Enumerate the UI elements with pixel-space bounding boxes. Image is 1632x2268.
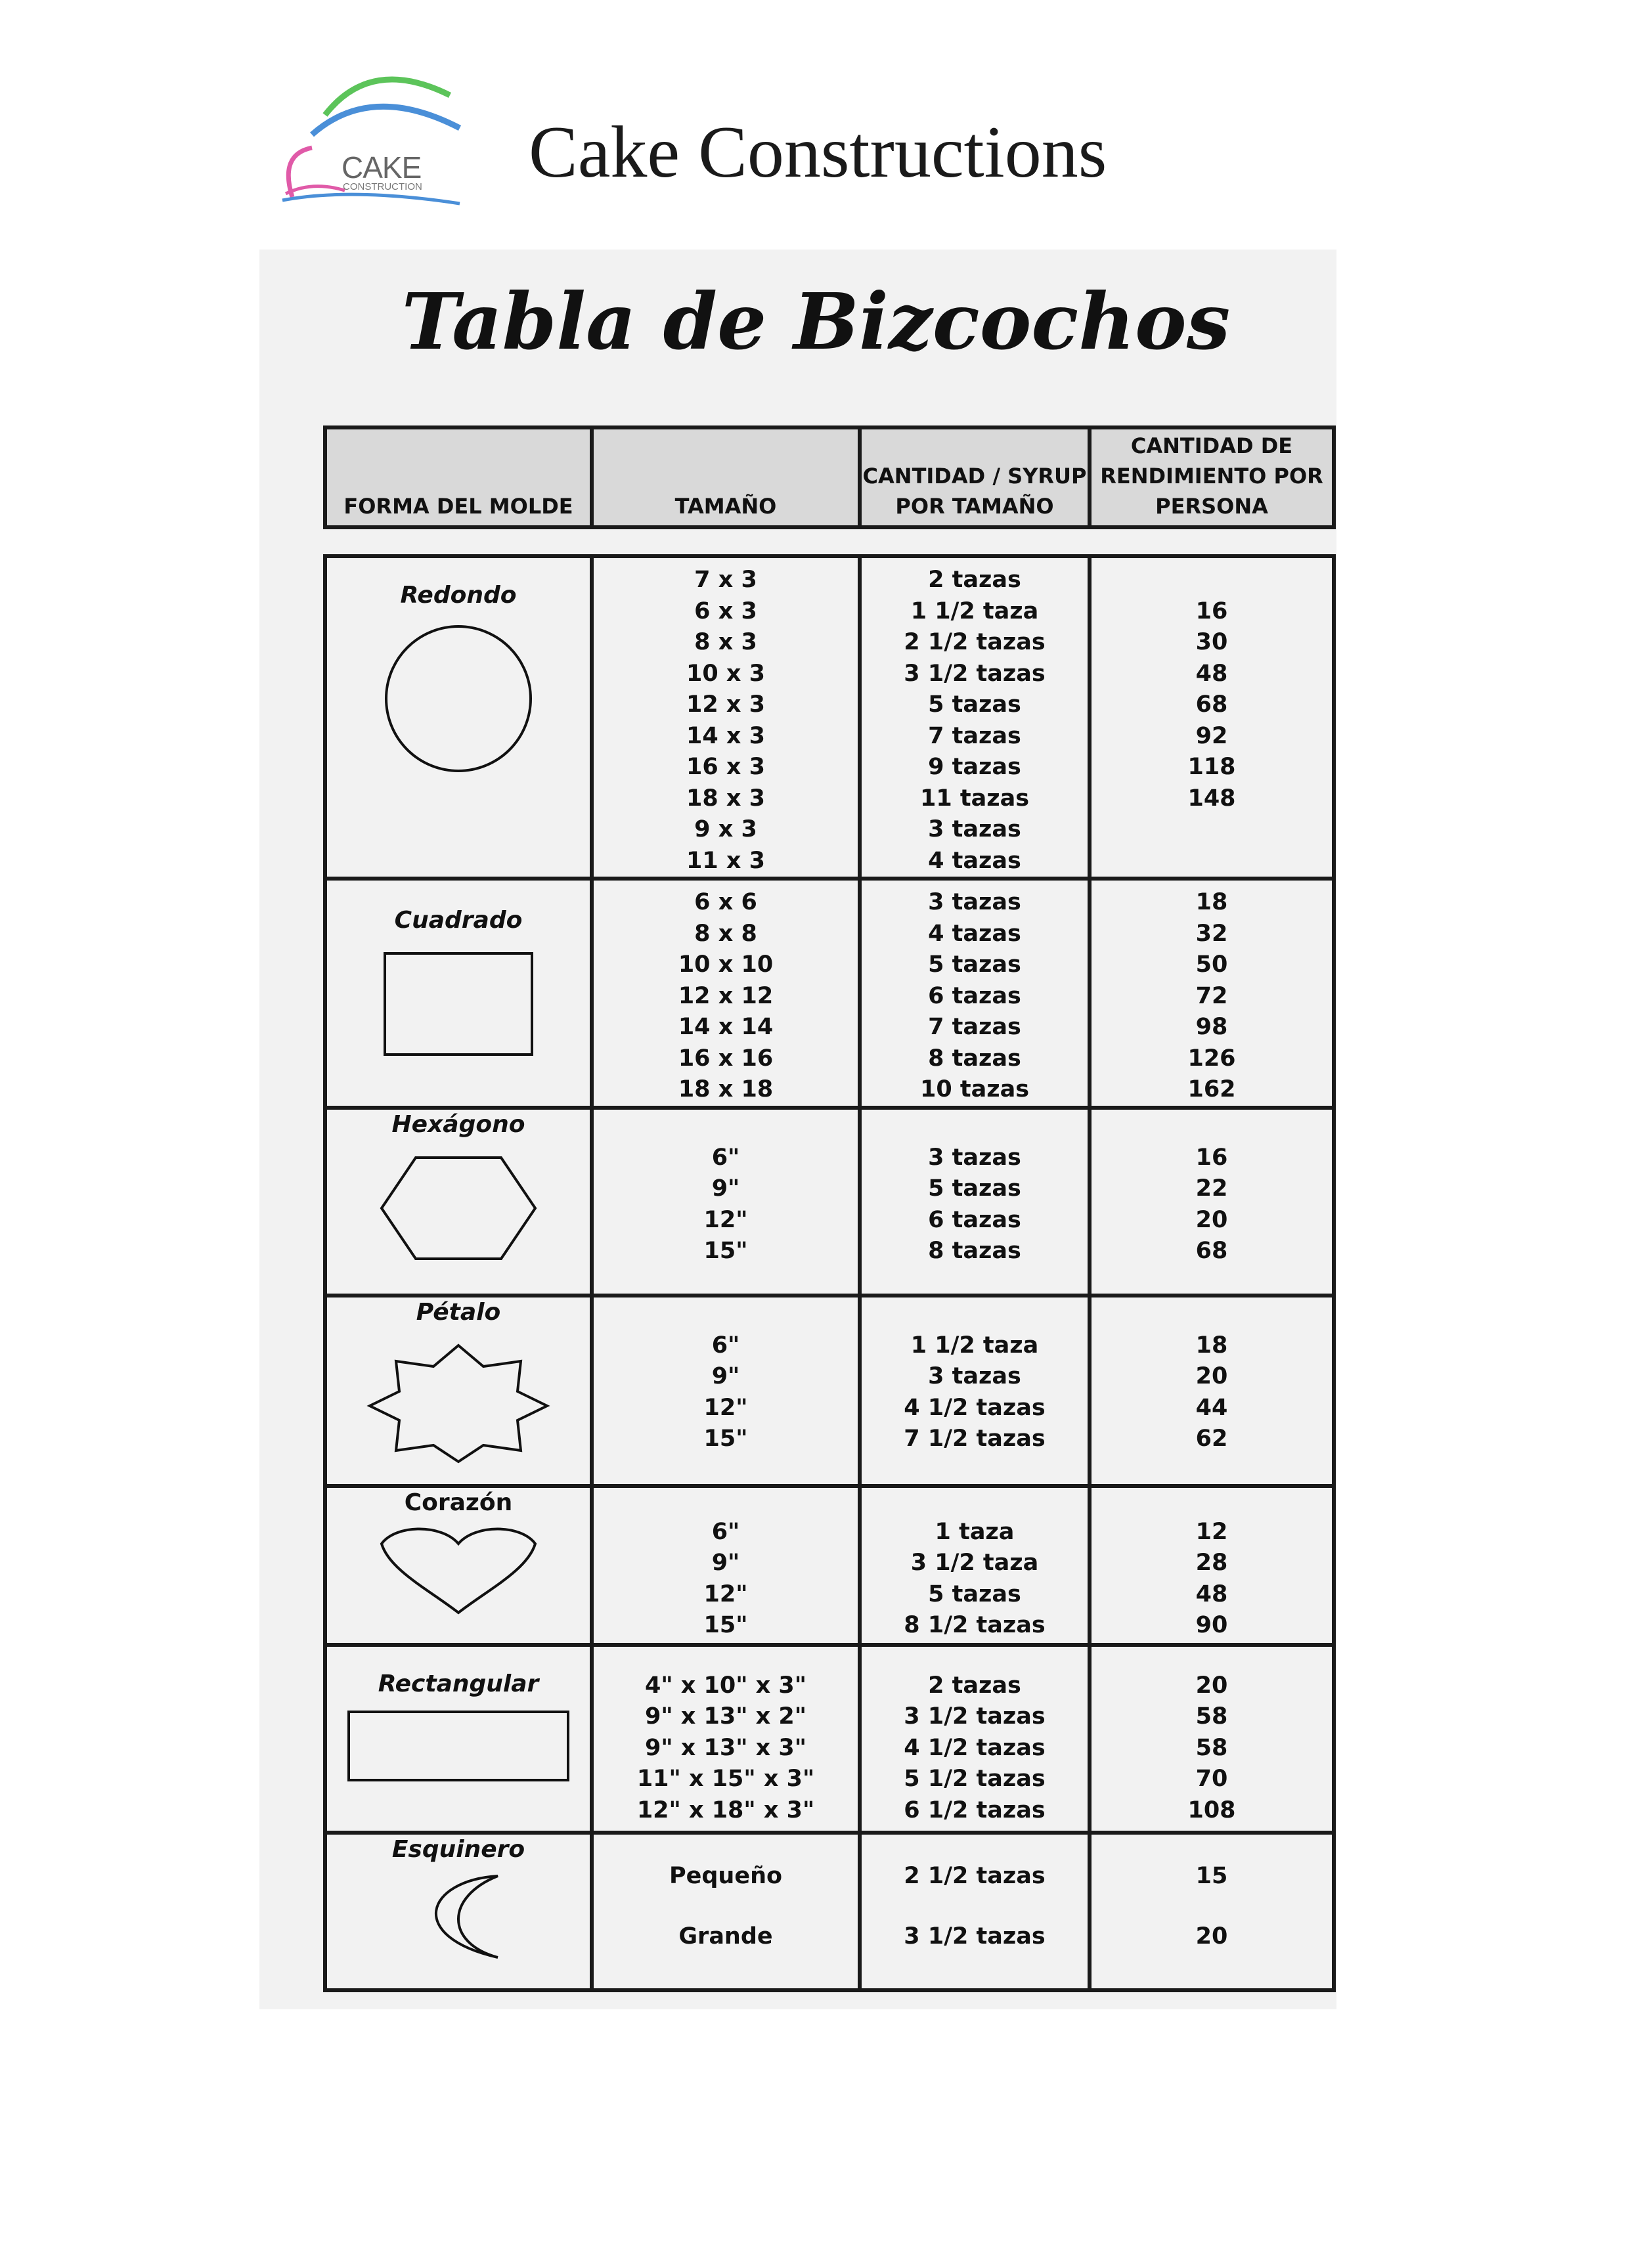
- servings-cell: [1090, 556, 1334, 879]
- shape-label: Redondo: [400, 582, 517, 609]
- cell-value: 6": [711, 1518, 740, 1545]
- cell-value: 8 x 3: [694, 629, 757, 655]
- cell-value: 3 1/2 tazas: [904, 1703, 1046, 1730]
- shape-cell: [325, 1486, 592, 1645]
- cell-value: 72: [1195, 982, 1228, 1009]
- cell-value: 7 x 3: [694, 567, 757, 593]
- size-cell: [592, 1645, 860, 1833]
- servings-cell: [1090, 1833, 1334, 1990]
- cell-value: 18: [1195, 889, 1228, 915]
- cell-value: 22: [1195, 1175, 1228, 1202]
- shape-cell: [325, 1108, 592, 1296]
- cell-value: 62: [1195, 1426, 1228, 1452]
- cell-value: 12": [703, 1394, 748, 1421]
- header-servings: CANTIDAD DE RENDIMIENTO POR PERSONA: [1090, 427, 1334, 527]
- quantity-cell: [860, 1486, 1090, 1645]
- cell-value: 50: [1195, 951, 1228, 978]
- cell-value: 20: [1195, 1363, 1228, 1389]
- cell-value: 18 x 3: [686, 785, 765, 812]
- cell-value: 7 tazas: [928, 1014, 1021, 1040]
- shape-cell: [325, 1645, 592, 1833]
- cell-value: 16: [1195, 598, 1228, 624]
- cell-value: 18: [1195, 1332, 1228, 1359]
- cell-value: [862, 1892, 1088, 1921]
- cell-value: 11 tazas: [919, 785, 1030, 812]
- hexagon-icon: [376, 1152, 540, 1264]
- cell-value: 8 tazas: [928, 1238, 1021, 1264]
- cell-value: [594, 1892, 858, 1921]
- header-shape: FORMA DEL MOLDE: [325, 427, 592, 527]
- shape-label: Cuadrado: [394, 907, 523, 934]
- cell-value: 15": [703, 1426, 748, 1452]
- cell-value: 2 tazas: [928, 567, 1021, 593]
- cell-value: 3 tazas: [928, 1363, 1021, 1389]
- cell-value: 9 x 3: [694, 816, 757, 842]
- size-cell: [592, 556, 860, 879]
- cell-value: 6 x 3: [694, 598, 757, 624]
- quantity-cell: [860, 1296, 1090, 1486]
- cell-value: Pequeño: [669, 1862, 783, 1889]
- cell-value: 8 x 8: [694, 920, 757, 947]
- cell-value: 4 1/2 tazas: [904, 1394, 1046, 1421]
- cell-value: 8 tazas: [928, 1045, 1021, 1072]
- shape-cell: [325, 1296, 592, 1486]
- cell-value: 70: [1195, 1766, 1228, 1792]
- cell-value: 20: [1195, 1672, 1228, 1699]
- table-row: [325, 1833, 1334, 1990]
- cell-value: 15: [1195, 1862, 1228, 1889]
- servings-cell: [1090, 879, 1334, 1108]
- cell-value: 20: [1195, 1923, 1228, 1950]
- rectangle-icon: [343, 1707, 573, 1785]
- square-icon: [380, 948, 537, 1060]
- cell-value: 108: [1187, 1797, 1236, 1823]
- quantity-cell: [860, 1645, 1090, 1833]
- cell-value: 118: [1187, 754, 1236, 780]
- header-size: TAMAÑO: [592, 427, 860, 527]
- table-row: [325, 556, 1334, 879]
- shape-cell: [325, 1833, 592, 1990]
- cell-value: 4 tazas: [928, 920, 1021, 947]
- cell-value: 1 1/2 taza: [910, 1332, 1039, 1359]
- cell-value: 12 x 3: [686, 691, 765, 718]
- cell-value: 32: [1195, 920, 1228, 947]
- table-header: [323, 425, 1336, 529]
- heart-icon: [376, 1524, 540, 1616]
- cell-value: 12": [703, 1581, 748, 1607]
- cell-value: 98: [1195, 1014, 1228, 1040]
- cell-value: 58: [1195, 1734, 1228, 1761]
- cell-value: 4 tazas: [928, 847, 1021, 874]
- shape-label: Hexágono: [391, 1110, 525, 1138]
- cell-value: 12": [703, 1206, 748, 1233]
- cell-value: 4 1/2 tazas: [904, 1734, 1046, 1761]
- cell-value: 8 1/2 tazas: [904, 1612, 1046, 1638]
- quantity-cell: [860, 1833, 1090, 1990]
- cell-value: 92: [1195, 722, 1228, 749]
- petal-star-icon: [366, 1340, 550, 1465]
- cell-value: 9": [711, 1550, 740, 1576]
- cell-value: 6 tazas: [928, 1206, 1021, 1233]
- cell-value: 15": [703, 1612, 748, 1638]
- cell-value: 6 x 6: [694, 889, 757, 915]
- cell-value: 3 tazas: [928, 816, 1021, 842]
- cell-value: 58: [1195, 1703, 1228, 1730]
- table-row: [325, 1486, 1334, 1645]
- cell-value: 28: [1195, 1550, 1228, 1576]
- quantity-cell: [860, 879, 1090, 1108]
- shape-label: Esquinero: [391, 1835, 525, 1863]
- shape-label: Rectangular: [378, 1670, 539, 1697]
- cell-value: 162: [1187, 1076, 1236, 1102]
- cell-value: 5 1/2 tazas: [904, 1766, 1046, 1792]
- cell-value: 68: [1195, 1238, 1228, 1264]
- cell-value: 48: [1195, 1581, 1228, 1607]
- cell-value: 2 tazas: [928, 1672, 1021, 1699]
- cell-value: 3 1/2 taza: [910, 1550, 1039, 1576]
- table-row: [325, 1108, 1334, 1296]
- cell-value: [1092, 846, 1332, 877]
- cell-value: 6": [711, 1144, 740, 1171]
- cell-value: 5 tazas: [928, 1175, 1021, 1202]
- size-cell: [592, 1486, 860, 1645]
- cell-value: 126: [1187, 1045, 1236, 1072]
- table-row: [325, 1645, 1334, 1833]
- cell-value: 11 x 3: [686, 847, 765, 874]
- cell-value: 7 tazas: [928, 722, 1021, 749]
- cell-value: [1092, 565, 1332, 596]
- cell-value: 16 x 3: [686, 754, 765, 780]
- page-title: Tabla de Bizcochos: [401, 276, 1231, 367]
- cell-value: 11" x 15" x 3": [636, 1766, 815, 1792]
- cell-value: 20: [1195, 1206, 1228, 1233]
- cell-value: 1 1/2 taza: [910, 598, 1039, 624]
- cell-value: 3 1/2 tazas: [904, 660, 1046, 687]
- servings-cell: [1090, 1486, 1334, 1645]
- cell-value: 9": [711, 1363, 740, 1389]
- cell-value: 12: [1195, 1518, 1228, 1545]
- shape-label: Pétalo: [416, 1298, 501, 1326]
- cell-value: 48: [1195, 660, 1228, 687]
- size-cell: [592, 1108, 860, 1296]
- cell-value: 2 1/2 tazas: [904, 629, 1046, 655]
- cell-value: 10 x 10: [678, 951, 774, 978]
- cell-value: 10 x 3: [686, 660, 765, 687]
- header-quantity: CANTIDAD / SYRUP POR TAMAÑO: [860, 427, 1090, 527]
- shape-cell: [325, 556, 592, 879]
- table-row: [325, 879, 1334, 1108]
- cell-value: 12 x 12: [678, 982, 774, 1009]
- cell-value: 16 x 16: [678, 1045, 774, 1072]
- cell-value: 4" x 10" x 3": [644, 1672, 806, 1699]
- cell-value: Grande: [678, 1923, 773, 1950]
- servings-cell: [1090, 1296, 1334, 1486]
- quantity-cell: [860, 556, 1090, 879]
- cell-value: 5 tazas: [928, 1581, 1021, 1607]
- size-cell: [592, 1296, 860, 1486]
- cell-value: 3 tazas: [928, 1144, 1021, 1171]
- cell-value: 5 tazas: [928, 691, 1021, 718]
- cell-value: 44: [1195, 1394, 1228, 1421]
- cell-value: 9": [711, 1175, 740, 1202]
- logo-text: CAKE: [342, 150, 422, 185]
- size-cell: [592, 1833, 860, 1990]
- cell-value: 7 1/2 tazas: [904, 1426, 1046, 1452]
- size-cell: [592, 879, 860, 1108]
- cell-value: 15": [703, 1238, 748, 1264]
- servings-cell: [1090, 1645, 1334, 1833]
- cell-value: 1 taza: [935, 1518, 1015, 1545]
- servings-cell: [1090, 1108, 1334, 1296]
- cell-value: 10 tazas: [919, 1076, 1030, 1102]
- cell-value: 5 tazas: [928, 951, 1021, 978]
- cake-table: [323, 554, 1336, 1992]
- logo-subtext: CONSTRUCTION: [343, 181, 422, 192]
- cell-value: 18 x 18: [678, 1076, 774, 1102]
- cell-value: 68: [1195, 691, 1228, 718]
- cell-value: 90: [1195, 1612, 1228, 1638]
- cell-value: 6 tazas: [928, 982, 1021, 1009]
- cell-value: 12" x 18" x 3": [636, 1797, 815, 1823]
- cell-value: 9 tazas: [928, 754, 1021, 780]
- cell-value: 3 tazas: [928, 889, 1021, 915]
- cell-value: 30: [1195, 629, 1228, 655]
- cell-value: 6 1/2 tazas: [904, 1797, 1046, 1823]
- cell-value: 9" x 13" x 2": [644, 1703, 806, 1730]
- shape-cell: [325, 879, 592, 1108]
- circle-icon: [380, 623, 537, 774]
- quantity-cell: [860, 1108, 1090, 1296]
- cell-value: [1092, 814, 1332, 846]
- cell-value: 2 1/2 tazas: [904, 1862, 1046, 1889]
- cell-value: 16: [1195, 1144, 1228, 1171]
- cell-value: [1092, 1892, 1332, 1921]
- cell-value: 14 x 3: [686, 722, 765, 749]
- company-name: Cake Constructions: [529, 112, 1107, 193]
- shape-label: Corazón: [404, 1489, 513, 1516]
- cell-value: 148: [1187, 785, 1236, 812]
- cell-value: 6": [711, 1332, 740, 1359]
- cell-value: 14 x 14: [678, 1014, 774, 1040]
- crescent-icon: [399, 1871, 518, 1963]
- cell-value: 9" x 13" x 3": [644, 1734, 806, 1761]
- table-row: [325, 1296, 1334, 1486]
- cell-value: 3 1/2 tazas: [904, 1923, 1046, 1950]
